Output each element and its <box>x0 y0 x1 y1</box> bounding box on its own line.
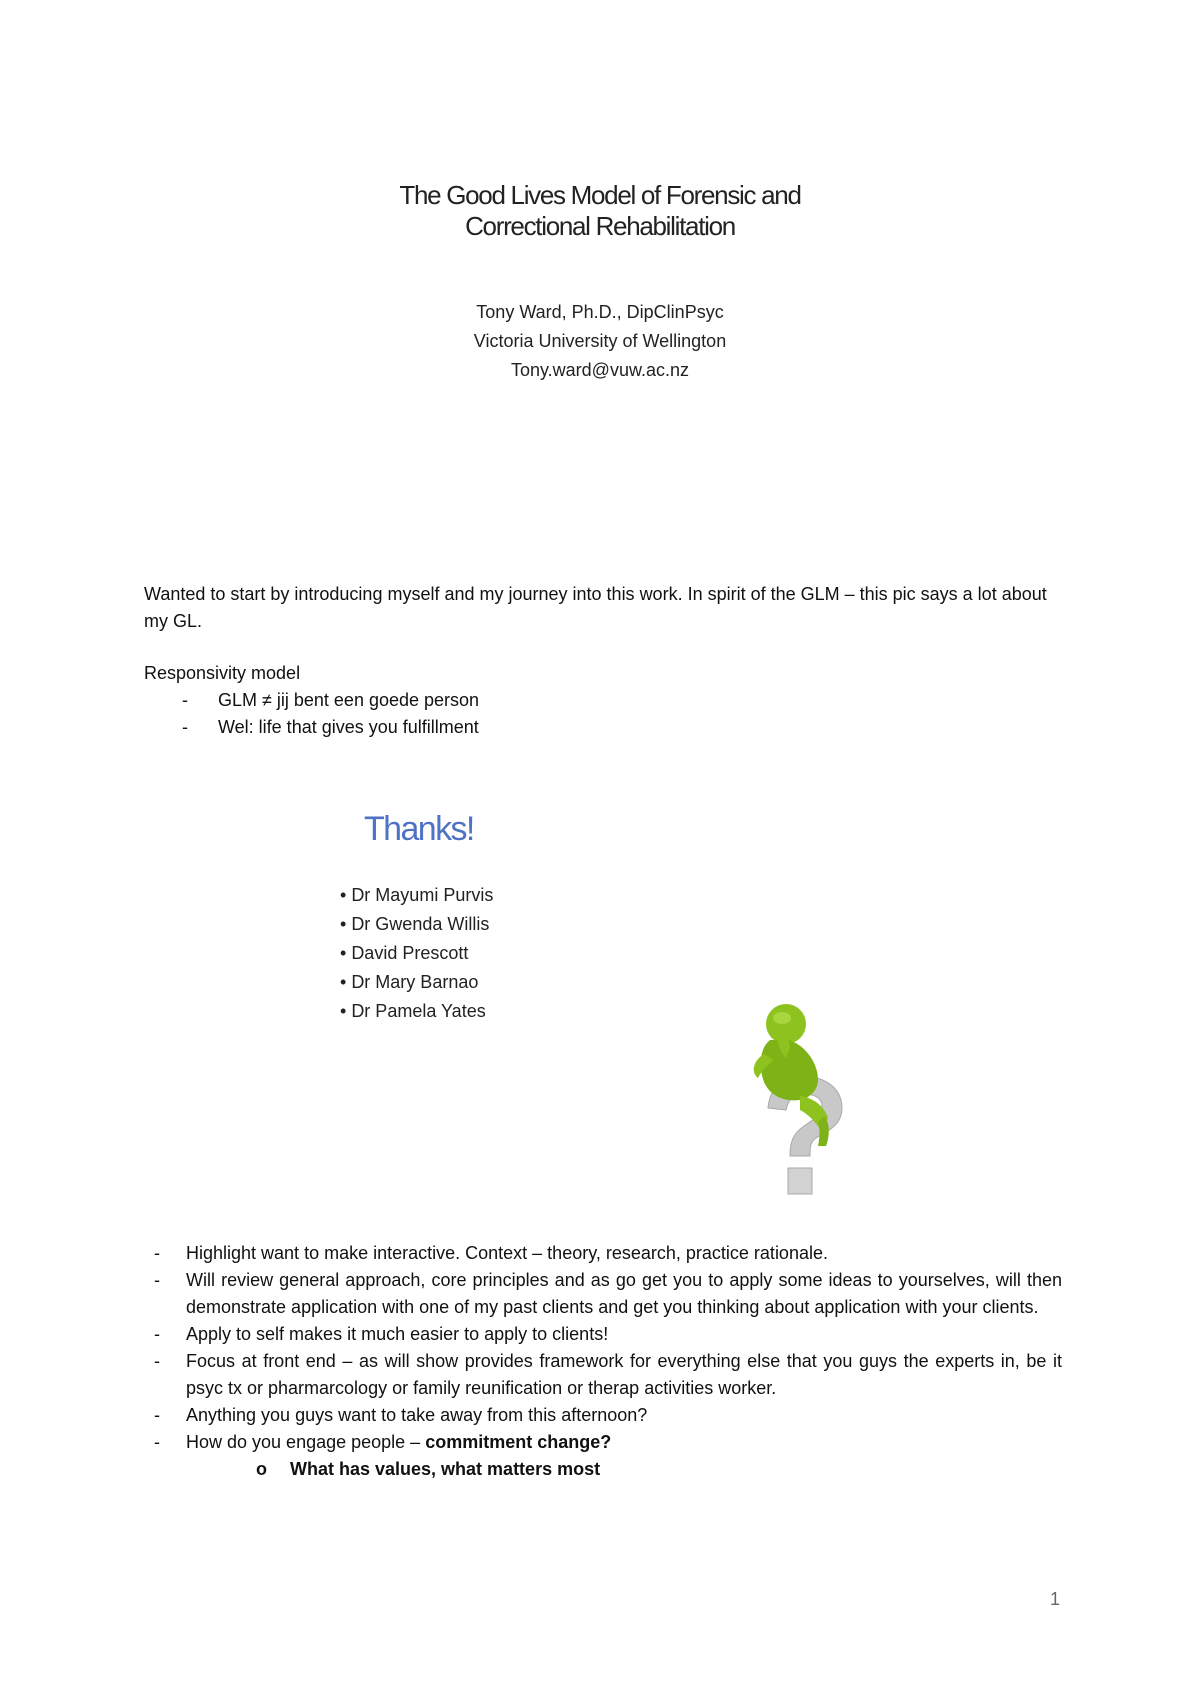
list-item <box>144 687 1062 714</box>
list-item-text: GLM ≠ jij bent een goede person <box>218 690 480 710</box>
list-item <box>150 1402 1062 1429</box>
author-block <box>0 298 1200 385</box>
title-line-2: Correctional Rehabilitation <box>465 211 735 241</box>
bullet-list <box>150 1240 1062 1483</box>
list-item-text: Focus at front end – as will show provides framework for everything else that you guys the experts in, be it psyc tx or pharmarcology or family reunification or therap activities worker. <box>186 1351 1062 1398</box>
list-item: • David Prescott <box>340 939 493 968</box>
list-item: • Dr Mary Barnao <box>340 968 493 997</box>
dash-marker: - <box>154 1405 160 1425</box>
dash-marker: - <box>154 1351 160 1371</box>
list-item-text: Apply to self makes it much easier to apply to clients! <box>186 1324 609 1344</box>
list-item-text: Wel: life that gives you fulfillment <box>218 717 479 737</box>
intro-paragraph: Wanted to start by introducing myself and my journey into this work. In spirit of the GLM – this pic says a lot about my GL. <box>144 584 1047 631</box>
list-item: • Dr Gwenda Willis <box>340 910 493 939</box>
list-item <box>150 1321 1062 1348</box>
list-item <box>144 714 1062 741</box>
list-item <box>150 1429 1062 1456</box>
list-item-text: Will review general approach, core principles and as go get you to apply some ideas to yourselves, will then demonstrate application with one of my past clients and get you thinking about application with your clients. <box>186 1270 1062 1317</box>
dash-marker: - <box>154 1270 160 1290</box>
dash-marker: - <box>154 1432 160 1452</box>
dash-marker: - <box>154 1324 160 1344</box>
author-name: Tony Ward, Ph.D., DipClinPsyc <box>476 302 724 322</box>
list-item-bold-text: commitment change? <box>425 1432 612 1452</box>
thanks-title: Thanks! <box>364 810 474 848</box>
thanks-list <box>340 881 493 1026</box>
author-affiliation: Victoria University of Wellington <box>473 331 727 351</box>
list-item <box>150 1240 1062 1267</box>
sub-list-item <box>150 1456 1062 1483</box>
thinker-on-question-mark-icon <box>730 1000 870 1196</box>
sub-list-item-text: What has values, what matters most <box>290 1459 601 1479</box>
page-number: 1 <box>1050 1589 1061 1609</box>
list-item <box>150 1267 1062 1321</box>
document-title <box>0 180 1200 242</box>
list-item: • Dr Pamela Yates <box>340 997 493 1026</box>
list-item-text: Anything you guys want to take away from this afternoon? <box>186 1405 648 1425</box>
dash-marker: - <box>154 1243 160 1263</box>
list-item <box>150 1348 1062 1402</box>
responsivity-heading: Responsivity model <box>144 663 301 683</box>
dash-marker: - <box>182 690 188 710</box>
circle-bullet-marker: o <box>256 1459 267 1479</box>
title-line-1: The Good Lives Model of Forensic and <box>399 180 801 210</box>
list-item: • Dr Mayumi Purvis <box>340 881 493 910</box>
list-item-text: Highlight want to make interactive. Context – theory, research, practice rationale. <box>186 1243 828 1263</box>
author-email: Tony.ward@vuw.ac.nz <box>510 360 689 380</box>
responsivity-list <box>144 687 1062 741</box>
responsivity-section <box>144 660 1062 741</box>
dash-marker: - <box>182 717 188 737</box>
list-item-text: How do you engage people – <box>186 1432 426 1452</box>
